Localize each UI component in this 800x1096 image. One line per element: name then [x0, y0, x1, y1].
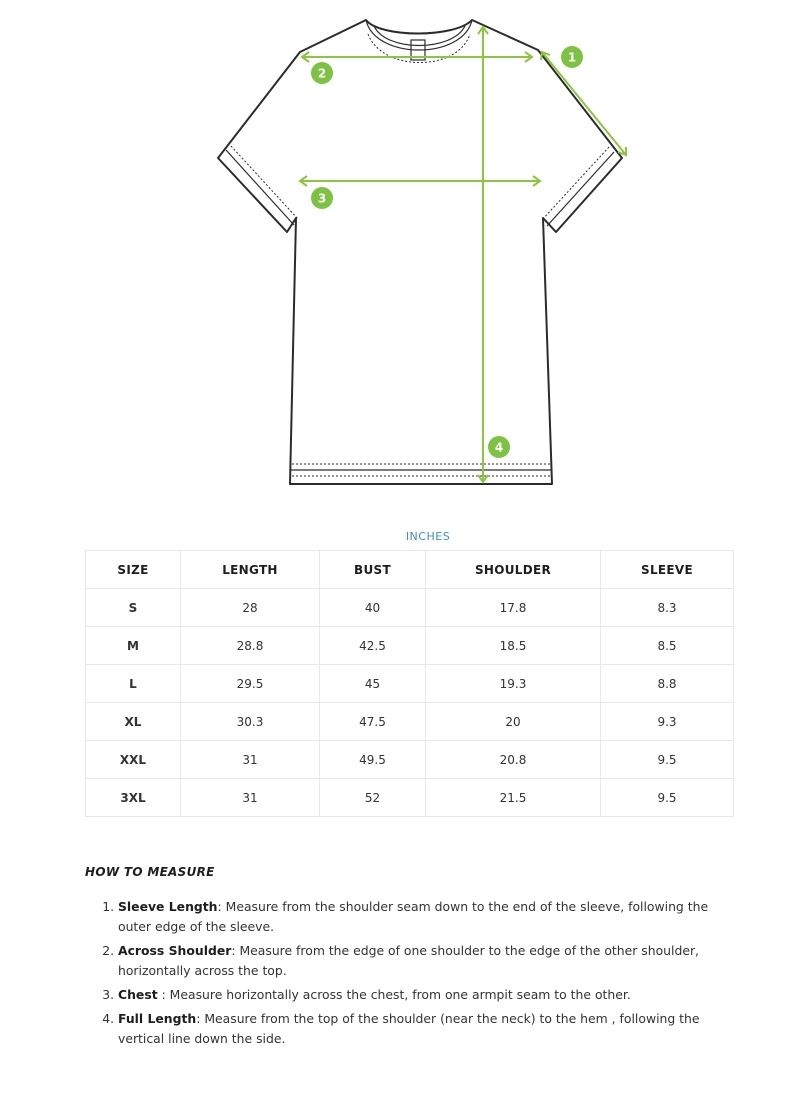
full-length-arrow	[478, 27, 488, 482]
tshirt-measurement-diagram	[0, 0, 800, 500]
marker-1	[561, 46, 583, 68]
shoulder-cell: 18.5	[426, 627, 601, 665]
shoulder-cell: 21.5	[426, 779, 601, 817]
step-text: : Measure from the shoulder seam down to the end of the sleeve, following the outer edge of the sleeve.	[118, 899, 709, 934]
table-row	[86, 665, 734, 703]
how-to-measure-list	[118, 897, 718, 1053]
step-term: Across Shoulder	[118, 943, 232, 958]
unit-label: INCHES	[405, 530, 451, 543]
table-row	[86, 627, 734, 665]
step-text: : Measure from the edge of one shoulder to the edge of the other shoulder, horizontally across the top.	[118, 943, 699, 978]
svg-text:3: 3	[317, 191, 327, 206]
tshirt-outline	[218, 20, 622, 484]
svg-text:4: 4	[494, 440, 504, 455]
sleeve-cell: 8.5	[601, 627, 734, 665]
table-header-row	[86, 551, 734, 589]
header-sleeve: SLEEVE	[601, 551, 734, 589]
size-cell: M	[86, 627, 181, 665]
bust-cell: 42.5	[320, 627, 426, 665]
left-sleeve-cuff	[226, 150, 294, 225]
size-cell: L	[86, 665, 181, 703]
length-cell: 30.3	[181, 703, 320, 741]
marker-3	[311, 187, 333, 209]
shoulder-cell: 19.3	[426, 665, 601, 703]
bust-cell: 45	[320, 665, 426, 703]
step-term: Full Length	[118, 1011, 197, 1026]
tshirt-collar-stitch	[368, 34, 470, 63]
step-term: Sleeve Length	[118, 899, 218, 914]
list-item	[118, 941, 718, 981]
table-row	[86, 741, 734, 779]
list-item	[118, 897, 718, 937]
table-row	[86, 779, 734, 817]
length-cell: 28	[181, 589, 320, 627]
table-row	[86, 589, 734, 627]
sleeve-cell: 9.5	[601, 779, 734, 817]
header-length: LENGTH	[181, 551, 320, 589]
chest-arrow	[300, 176, 540, 186]
right-sleeve-cuff	[547, 152, 614, 226]
shoulder-cell: 20	[426, 703, 601, 741]
header-size: SIZE	[86, 551, 181, 589]
list-item	[118, 1009, 718, 1049]
bust-cell: 49.5	[320, 741, 426, 779]
length-cell: 29.5	[181, 665, 320, 703]
size-cell: 3XL	[86, 779, 181, 817]
shoulder-cell: 20.8	[426, 741, 601, 779]
header-shoulder: SHOULDER	[426, 551, 601, 589]
size-cell: XXL	[86, 741, 181, 779]
length-cell: 31	[181, 779, 320, 817]
bust-cell: 52	[320, 779, 426, 817]
sleeve-cell: 9.5	[601, 741, 734, 779]
how-to-measure-title: HOW TO MEASURE	[85, 865, 215, 879]
step-text: : Measure from the top of the shoulder (near the neck) to the hem , following the vertical line down the side.	[118, 1011, 700, 1046]
size-cell: XL	[86, 703, 181, 741]
sleeve-cell: 8.8	[601, 665, 734, 703]
table-row	[86, 703, 734, 741]
size-chart-table	[85, 550, 734, 817]
bust-cell: 47.5	[320, 703, 426, 741]
length-cell: 31	[181, 741, 320, 779]
sleeve-cell: 8.3	[601, 589, 734, 627]
shoulder-cell: 17.8	[426, 589, 601, 627]
marker-4	[488, 436, 510, 458]
sleeve-cell: 9.3	[601, 703, 734, 741]
length-cell: 28.8	[181, 627, 320, 665]
header-bust: BUST	[320, 551, 426, 589]
size-cell: S	[86, 589, 181, 627]
bust-cell: 40	[320, 589, 426, 627]
sleeve-length-arrow	[541, 52, 626, 155]
svg-text:1: 1	[567, 50, 577, 65]
list-item	[118, 985, 718, 1005]
marker-2	[311, 62, 333, 84]
svg-text:2: 2	[317, 66, 327, 81]
step-term: Chest	[118, 987, 158, 1002]
step-text: : Measure horizontally across the chest, from one armpit seam to the other.	[157, 987, 631, 1002]
